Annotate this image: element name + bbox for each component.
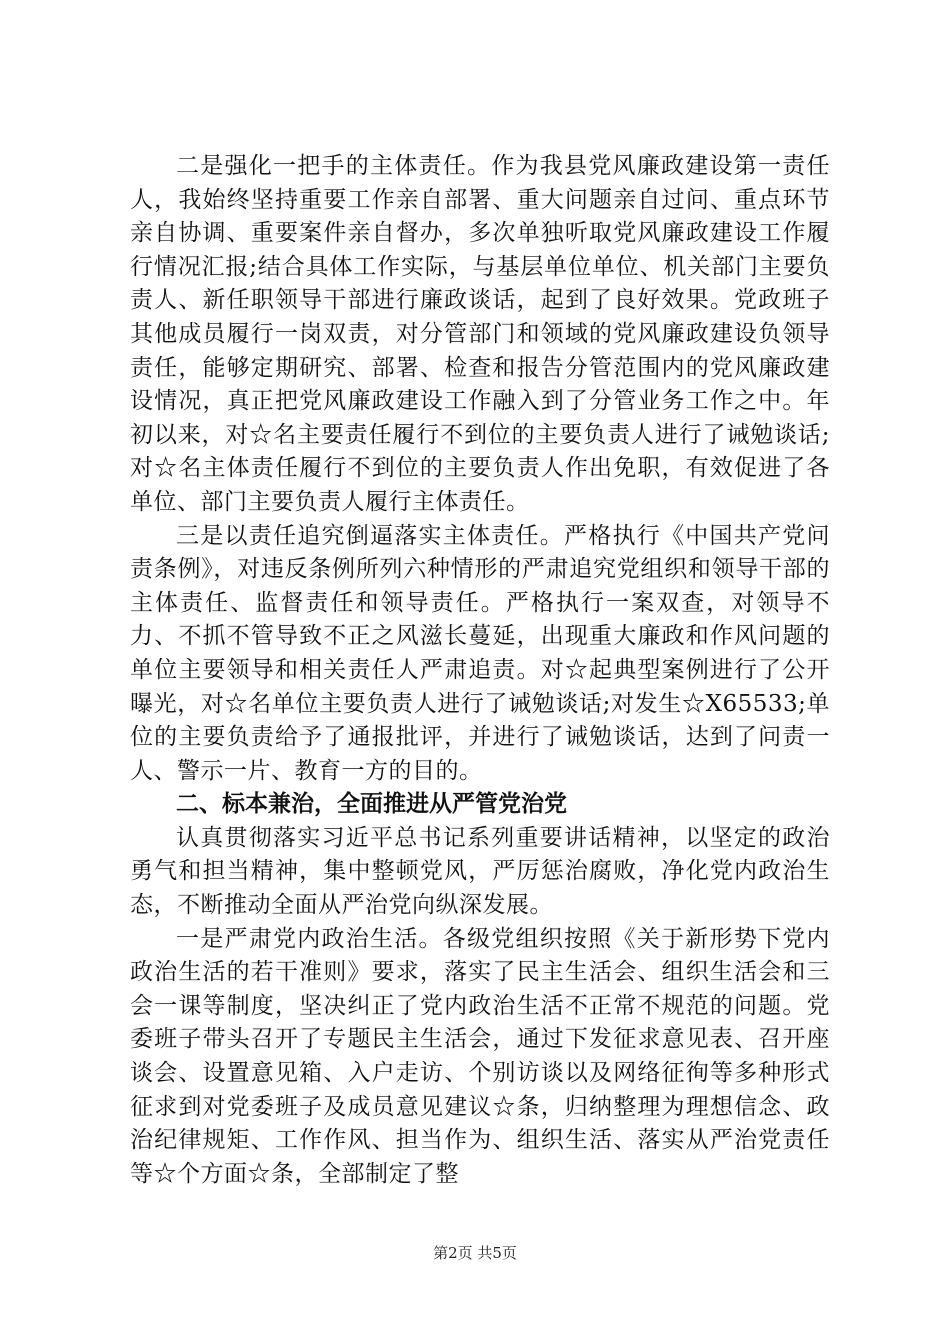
page-footer: 第2页 共5页 [433,1244,517,1262]
paragraph-main-responsibility: 二是强化一把手的主体责任。作为我县党风廉政建设第一责任人，我始终坚持重要工作亲自部署、重大问题亲自过问、重点环节亲自协调、重要案件亲自督办，多次单独听取党风廉政建设工作履行情况汇报;结合具体工作实际，与基层单位单位、机关部门主要负责人、新任职领导干部进行廉政谈话，起到了良好效果。党政班子其他成员履行一岗双责，对分管部门和领域的党风廉政建设负领导责任，能够定期研究、部署、检查和报告分管范围内的党风廉政建设情况，真正把党风廉政建设工作融入到了分管业务工作之中。年初以来，对☆名主要责任履行不到位的主要负责人进行了诫勉谈话;对☆名主体责任履行不到位的主要负责人作出免职，有效促进了各单位、部门主要负责人履行主体责任。 [130,153,830,515]
paragraph-accountability: 三是以责任追究倒逼落实主体责任。严格执行《中国共产党问责条例》，对违反条例所列六种情形的严肃追究党组织和领导干部的主体责任、监督责任和领导责任。严格执行一案双查，对领导不力、不抓不管导致不正之风滋长蔓延，出现重大廉政和作风问题的单位主要领导和相关责任人严肃追责。对☆起典型案例进行了公开曝光，对☆名单位主要负责人进行了诫勉谈话;对发生☆X65533;单位的主要负责给予了通报批评，并进行了诫勉谈话，达到了问责一人、警示一片、教育一方的目的。 [130,522,830,784]
document-body [130,150,830,1191]
paragraph-political-life: 一是严肃党内政治生活。各级党组织按照《关于新形势下党内政治生活的若干准则》要求，落实了民主生活会、组织生活会和三会一课等制度，坚决纠正了党内政治生活不正常不规范的问题。党委班子带头召开了专题民主生活会，通过下发征求意见表、召开座谈会、设置意见箱、入户走访、个别访谈以及网络征徇等多种形式征求到对党委班子及成员意见建议☆条，归纳整理为理想信念、政治纪律规矩、工作作风、担当作为、组织生活、落实从严治党责任等☆个方面☆条，全部制定了整 [130,925,830,1187]
paragraph-section-intro: 认真贯彻落实习近平总书记系列重要讲话精神，以坚定的政治勇气和担当精神，集中整顿党风，严厉惩治腐败，净化党内政治生态，不断推动全面从严治党向纵深发展。 [130,824,830,919]
section-heading: 二、标本兼治，全面推进从严管党治党 [176,791,567,818]
